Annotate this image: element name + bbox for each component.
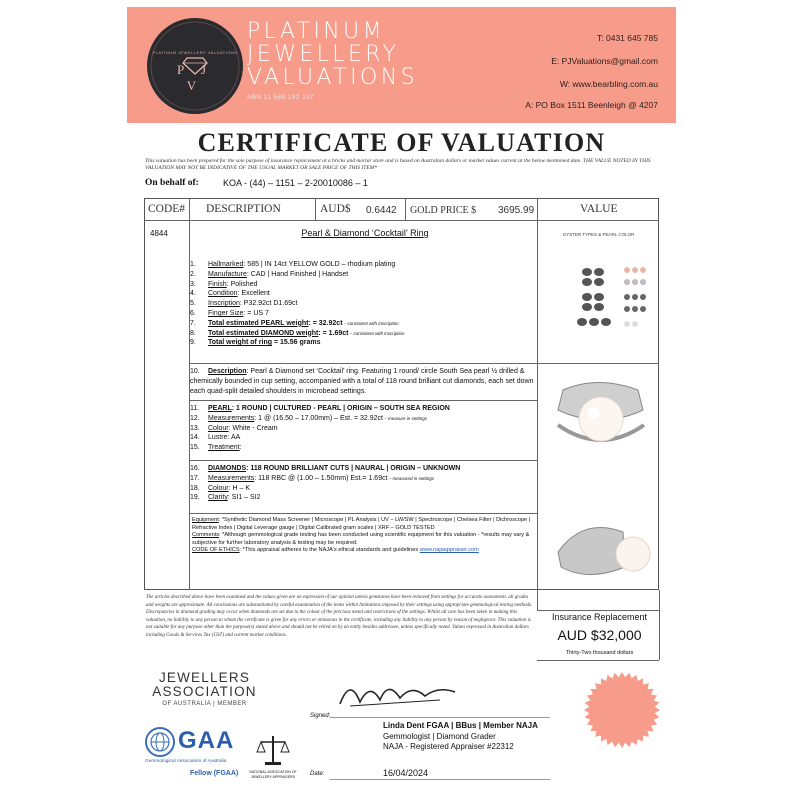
table-divider [405, 198, 406, 220]
spec-value: : 1 ROUND | CULTURED - PEARL | ORIGIN – SOUTH SEA REGION [231, 405, 450, 412]
spec-label: Manufacture [208, 270, 247, 278]
email-address: E: PJValuations@gmail.com [551, 56, 658, 66]
ethics-label: CODE OF ETHICS [192, 547, 240, 554]
spec-row [190, 289, 270, 299]
table-divider [189, 513, 537, 514]
header-aud: AUD$ [320, 203, 351, 215]
row-number: 1. [190, 261, 196, 268]
description-label: Description [208, 368, 247, 375]
spec-row [190, 299, 298, 309]
insurance-value: AUD $32,000 [557, 627, 642, 643]
spec-row [190, 309, 269, 319]
spec-row [190, 443, 242, 453]
naja-link[interactable]: www.najaappraiser.com [419, 547, 479, 554]
valuation-date: 16/04/2024 [383, 768, 429, 778]
table-divider [144, 220, 659, 221]
testing-notes [192, 517, 535, 555]
row-number: 16. [190, 465, 200, 472]
spec-label: DIAMONDS [208, 465, 247, 472]
aud-rate: 0.6442 [366, 205, 397, 216]
insurance-label: Insurance Replacement [551, 612, 648, 622]
ethics-note [192, 547, 535, 555]
spec-label: Total estimated PEARL weight [208, 319, 309, 327]
spec-label: Finish [208, 280, 227, 288]
row-number: 17. [190, 474, 200, 482]
spec-label: Measurements [208, 474, 255, 482]
comments-text: : *Although gemmological grade testing has been conducted using scientific equipment for this valuation - *results may vary & subjective for further laboratory analysis & testing may be required. [192, 532, 530, 546]
table-divider [659, 590, 660, 660]
row-number: 15. [190, 444, 200, 452]
table-divider [189, 400, 537, 401]
spec-label: Colour [208, 484, 229, 492]
postal-address: A: PO Box 1511 Beenleigh @ 4207 [525, 100, 658, 110]
brand-line: VALUATIONS [247, 65, 418, 90]
spec-label: Clarity [208, 494, 228, 502]
header-description: DESCRIPTION [206, 203, 281, 215]
spec-value: = 15.56 grams [272, 339, 321, 347]
row-number: 2. [190, 270, 196, 278]
equipment-label: Equipment [192, 517, 219, 523]
spec-row [190, 493, 261, 503]
seal-stamp [582, 670, 662, 750]
spec-value: : [239, 444, 242, 452]
row-number: 5. [190, 300, 196, 308]
spec-value: Lustre: AA [208, 434, 241, 442]
signer-name: Linda Dent FGAA | BBus | Member NAJA [383, 721, 538, 730]
spec-row [190, 404, 450, 414]
date-line [330, 779, 550, 780]
behalf-value: KOA - (44) – 1151 – 2-20010086 – 1 [223, 178, 368, 188]
ja-line: ASSOCIATION [152, 684, 257, 699]
signer-registration: NAJA - Registered Appraiser #22312 [383, 742, 514, 751]
spec-value: : 118 ROUND BRILLIANT CUTS | NAURAL | ORIGIN – UNKNOWN [246, 465, 461, 472]
row-number: 18. [190, 484, 200, 492]
spec-label: Hallmarked [208, 261, 244, 268]
ja-member-text: OF AUSTRALIA | MEMBER [162, 701, 247, 707]
spec-row [190, 414, 427, 424]
seal-shape [584, 672, 660, 748]
pearl-swatches-image [542, 242, 655, 357]
spec-value: : CAD | Hand Finished | Handset [246, 270, 349, 278]
item-title: Pearl & Diamond ‘Cocktail’ Ring [301, 228, 429, 238]
header-code: CODE# [148, 203, 186, 215]
comments-note [192, 532, 535, 547]
signed-label: Signed: [310, 713, 331, 719]
comments-label: Comments [192, 532, 220, 539]
row-number: 9. [190, 339, 196, 347]
spec-label: Treatment [208, 444, 240, 452]
brand-name [247, 20, 418, 89]
date-label: Date: [310, 771, 325, 777]
row-number: 4. [190, 290, 196, 298]
oyster-chart-title: OYSTER TYPES & PEARL COLOR [562, 232, 635, 237]
equipment-text: : *Synthetic Diamond Mass Screener | Microscope | PL Analysis | UV – LW/SW | Spectroscope | Chelsea Filter | Dichroscope | Refractive Index | Digital Leverage gauge | Digital Calibrated gram scales | XRF – GOLD TESTED [192, 517, 531, 531]
naja-subtitle: NATIONAL ASSOCIATION OF JEWELLERY APPRAISERS [249, 770, 297, 779]
jewellers-association-logo [147, 671, 262, 699]
spec-row [190, 319, 399, 329]
website-link[interactable]: W: www.bearbling.com.au [559, 79, 658, 89]
spec-label: Total estimated DIAMOND weight [208, 329, 319, 337]
spec-note: – measure in settings [383, 415, 428, 421]
row-number: 14. [190, 434, 200, 442]
spec-row [190, 433, 240, 443]
spec-value: : = 1.69ct [318, 329, 349, 337]
spec-value: : = US 7 [243, 310, 269, 317]
spec-value: : = 32.92ct [308, 319, 343, 327]
signer-title: Gemmologist | Diamond Grader [383, 732, 496, 741]
abn-number: ABN 11 588 192 137 [247, 94, 315, 101]
behalf-label: On behalf of: [145, 178, 199, 188]
spec-row [190, 424, 278, 434]
description-text: : Pearl & Diamond set ‘Cocktail’ ring. Featuring 1 round/ circle South Sea pearl ½ drilled & chemically bounded in cup setting, accompanied with a total of 118 round brilliant cut diamonds, each set down each quad-split detailed shoulders in microbead settings. [190, 368, 534, 395]
spec-note: – consistent with inscription [342, 320, 399, 326]
table-divider [537, 610, 659, 611]
spec-value: : Excellent [237, 290, 270, 298]
row-number: 12. [190, 414, 200, 422]
spec-value: : Polished [226, 280, 258, 288]
spec-label: Condition [208, 290, 238, 298]
spec-label: Inscription [208, 300, 240, 308]
ring-side-photo [553, 512, 653, 587]
spec-row [190, 270, 348, 280]
spec-value: : H – K [228, 484, 251, 492]
gaa-logo-text: GAA [178, 727, 235, 754]
table-divider [315, 198, 316, 220]
table-divider [189, 363, 659, 364]
header-gold-price: GOLD PRICE $ [410, 205, 477, 216]
brand-line: PLATINUM [247, 19, 386, 44]
spec-note: – measured in settings [387, 475, 435, 481]
logo-ring-text: PLATINUM JEWELLERY VALUATIONS [152, 50, 238, 55]
signature-line [330, 717, 550, 718]
oyster-color-chart [542, 232, 655, 357]
equipment-note [192, 517, 535, 532]
disclaimer-text: The articles described above have been examined and the values given are an expression of our opinion unless gemstones have been removed from settings for accurate assessment, all grades and weights are approximate. All conclusions are substantiated by careful examination of the items within limitations imposed by their settings using appropriate gemmological testing methods. Discrepancies in diamond grading may occur when diamonds are set due to the colour of the precious metal and restrictions of the settings. Whilst all care has been taken in making this valuation, no liability to any person to whom the certificate is given for any errors or omissions in the certificate, including any liability to any person by reason of negligence. This valuation is not suitable for any purpose other than the purpose(s) stated above and should not be relied on by an entity besides addressee, unless specifically noted. Values expressed in Australian dollars including Goods & Services Tax (GST) and current market conditions. [146, 595, 533, 638]
gold-price-value: 3695.99 [498, 205, 535, 216]
ethics-text: : *This appraisal adheres to the NAJA's ethical standards and guidelines [239, 547, 420, 554]
certificate-title: CERTIFICATE OF VALUATION [197, 128, 606, 157]
table-divider [537, 198, 538, 610]
spec-row [190, 329, 405, 339]
gaa-globe-icon [145, 727, 175, 757]
row-number: 7. [190, 319, 196, 327]
table-divider [189, 460, 537, 461]
signature-image [330, 672, 470, 712]
spec-value: : 1 @ (16.50 – 17.00mm) – Est. = 32.92ct [254, 414, 383, 422]
item-description [190, 367, 535, 397]
spec-row [190, 474, 434, 484]
row-number: 8. [190, 329, 196, 337]
spec-note: – consistent with inscription [348, 330, 405, 336]
table-divider [537, 660, 659, 661]
scales-icon [255, 732, 291, 768]
row-number: 19. [190, 494, 200, 502]
spec-row [190, 338, 320, 348]
spec-value: : White - Cream [228, 424, 278, 432]
row-number: 13. [190, 424, 200, 432]
spec-row [190, 464, 460, 474]
ring-photo [553, 512, 653, 587]
gaa-subtitle: Gemmological Association of Australia [145, 759, 227, 764]
spec-label: Colour [208, 424, 229, 432]
spec-label: Measurements [208, 414, 255, 422]
spec-value: : 118 RBC @ (1.00 – 1.50mm) Est.= 1.69ct [254, 474, 388, 482]
item-code: 4844 [150, 229, 168, 238]
spec-row [190, 484, 250, 494]
ring-front-photo [548, 375, 654, 465]
row-number: 10. [190, 368, 200, 375]
spec-value: : SI1 – SI2 [227, 494, 261, 502]
intro-statement: This valuation has been prepared for the sole purpose of insurance replacement at a bricks and mortar store and is based on Australian dollars or market values current at the below mentioned date. THE VALUE NOTED IN THIS VALUATION MAY NOT BE INDICATIVE OF THE USUAL MARKET OR SALE PRICE OF THIS ITEM* [145, 158, 651, 171]
ring-photo [548, 375, 654, 465]
spec-row [190, 260, 395, 270]
phone-number: T: 0431 645 785 [597, 33, 658, 43]
spec-label: PEARL [208, 405, 232, 412]
insurance-value-words: Thirty-Two thousand dollars [565, 650, 634, 656]
gaa-fellow: Fellow (FGAA) [190, 770, 239, 777]
row-number: 11. [190, 405, 200, 412]
logo-letters: P J V [176, 62, 214, 93]
spec-row [190, 280, 257, 290]
brand-line: JEWELLERY [247, 42, 400, 67]
ja-line: JEWELLERS [158, 670, 251, 685]
row-number: 3. [190, 280, 196, 288]
spec-value: : P32.92ct D1.69ct [239, 300, 298, 308]
spec-label: Finger Size [208, 310, 244, 317]
spec-value: : 585 | IN 14ct YELLOW GOLD – rhodium plating [243, 261, 396, 268]
header-value: VALUE [580, 203, 618, 215]
spec-label: Total weight of ring [208, 339, 273, 347]
row-number: 6. [190, 310, 196, 317]
